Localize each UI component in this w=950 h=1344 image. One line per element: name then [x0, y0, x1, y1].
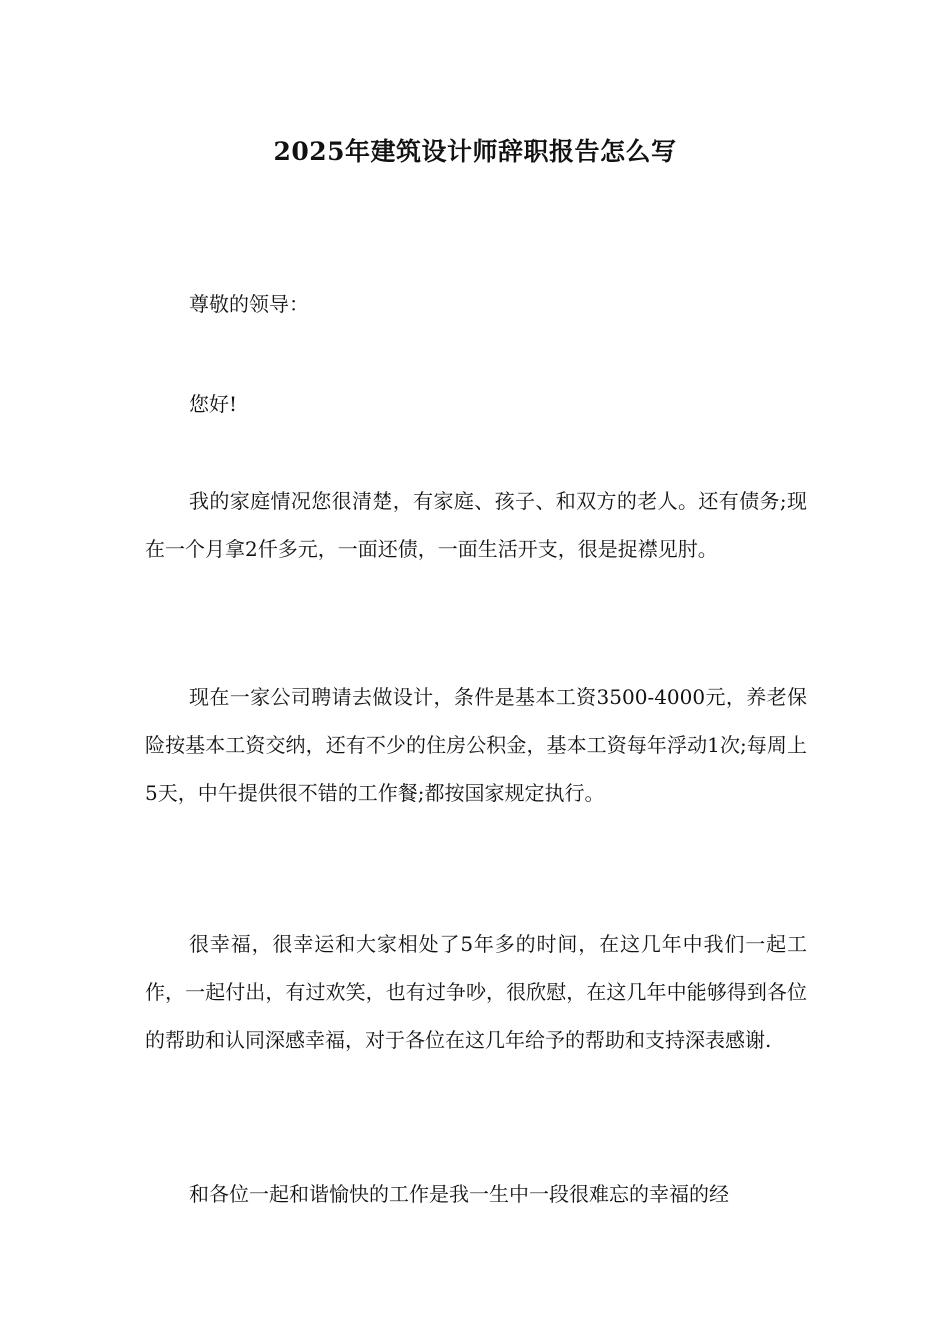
greeting: 您好!	[189, 392, 238, 416]
paragraph-gratitude: 很幸福，很幸运和大家相处了5年多的时间，在这几年中我们一起工作，一起付出，有过欢笑，也有过争吵，很欣慰，在这几年中能够得到各位的帮助和认同深感幸福，对于各位在这几年给予的帮助和支持深表感谢.	[145, 932, 807, 1052]
salutation: 尊敬的领导：	[189, 292, 309, 316]
paragraph-new-offer: 现在一家公司聘请去做设计，条件是基本工资3500-4000元，养老保险按基本工资交纳，还有不少的住房公积金，基本工资每年浮动1次;每周上5天，中午提供很不错的工作餐;都按国家规定执行。	[145, 685, 807, 805]
document-title: 2025年建筑设计师辞职报告怎么写	[273, 137, 677, 166]
paragraph-family-situation: 我的家庭情况您很清楚，有家庭、孩子、和双方的老人。还有债务;现在一个月拿2仟多元，一面还债，一面生活开支，很是捉襟见肘。	[145, 489, 807, 561]
paragraph-memories: 和各位一起和谐愉快的工作是我一生中一段很难忘的幸福的经	[189, 1182, 729, 1206]
